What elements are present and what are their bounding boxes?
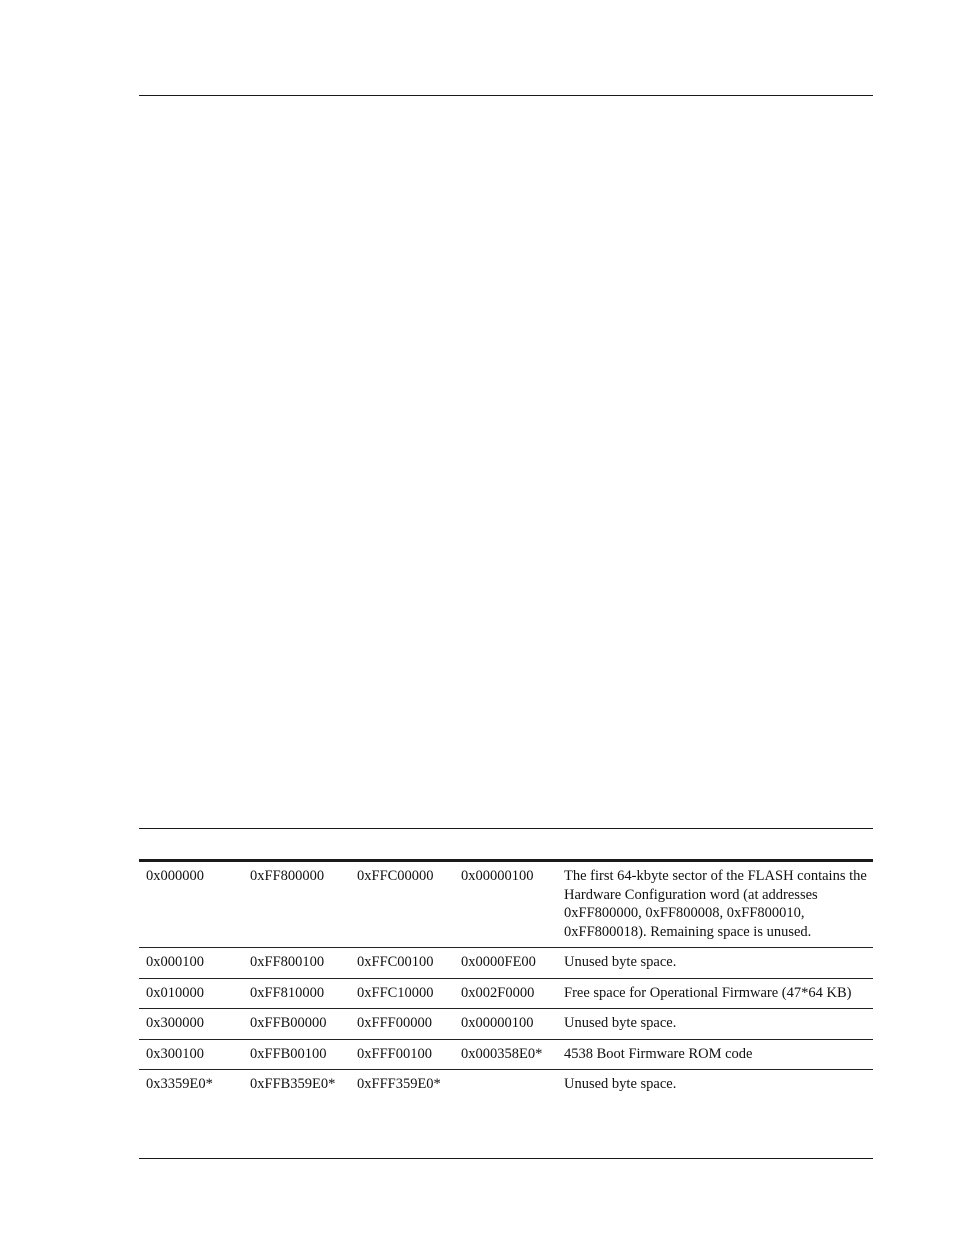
address-b-cell: 0xFFC00000 xyxy=(350,862,454,948)
description-cell: Unused byte space. xyxy=(557,1009,873,1040)
size-cell: 0x00000100 xyxy=(454,862,557,948)
description-cell: The first 64-kbyte sector of the FLASH contains the Hardware Configuration word (at addresses 0xFF800000, 0xFF800008, 0xFF800010, 0xFF800018). Remaining space is unused. xyxy=(557,862,873,948)
footer-rule xyxy=(139,1158,873,1159)
address-a-cell: 0xFFB359E0* xyxy=(250,1076,336,1092)
description-cell: Unused byte space. xyxy=(564,1076,677,1092)
flash-offset-cell: 0x300100 xyxy=(139,1039,243,1070)
size-cell: 0x00000100 xyxy=(454,1009,557,1040)
flash-offset-cell: 0x300000 xyxy=(139,1009,243,1040)
header-rule xyxy=(139,95,873,96)
address-b-cell: 0xFFF00100 xyxy=(350,1039,454,1070)
address-a-cell: 0xFF800100 xyxy=(243,948,350,979)
address-b-cell: 0xFFF359E0* xyxy=(357,1076,441,1092)
address-a-cell: 0xFF800000 xyxy=(243,862,350,948)
description-cell: 4538 Boot Firmware ROM code xyxy=(557,1039,873,1070)
address-b-cell: 0xFFF00000 xyxy=(350,1009,454,1040)
address-a-cell: 0xFF810000 xyxy=(243,978,350,1009)
flash-offset-cell: 0x000000 xyxy=(139,862,243,948)
address-b-cell: 0xFFC10000 xyxy=(350,978,454,1009)
size-cell xyxy=(454,1070,557,1100)
flash-memory-map-table xyxy=(139,862,873,1100)
table-top-rule xyxy=(139,828,873,829)
description-cell: Unused byte space. xyxy=(557,948,873,979)
size-cell: 0x000358E0* xyxy=(454,1039,557,1070)
size-cell: 0x0000FE00 xyxy=(454,948,557,979)
address-b-cell: 0xFFC00100 xyxy=(350,948,454,979)
flash-offset-cell: 0x3359E0* xyxy=(146,1076,213,1092)
table-row xyxy=(139,948,873,979)
table-row xyxy=(139,1070,873,1100)
address-a-cell: 0xFFB00100 xyxy=(243,1039,350,1070)
size-cell: 0x002F0000 xyxy=(454,978,557,1009)
table-row xyxy=(139,1009,873,1040)
table-row xyxy=(139,978,873,1009)
address-a-cell: 0xFFB00000 xyxy=(243,1009,350,1040)
table-row xyxy=(139,862,873,948)
flash-offset-cell: 0x010000 xyxy=(139,978,243,1009)
table-row xyxy=(139,1039,873,1070)
flash-offset-cell: 0x000100 xyxy=(139,948,243,979)
description-cell: Free space for Operational Firmware (47*64 KB) xyxy=(557,978,873,1009)
